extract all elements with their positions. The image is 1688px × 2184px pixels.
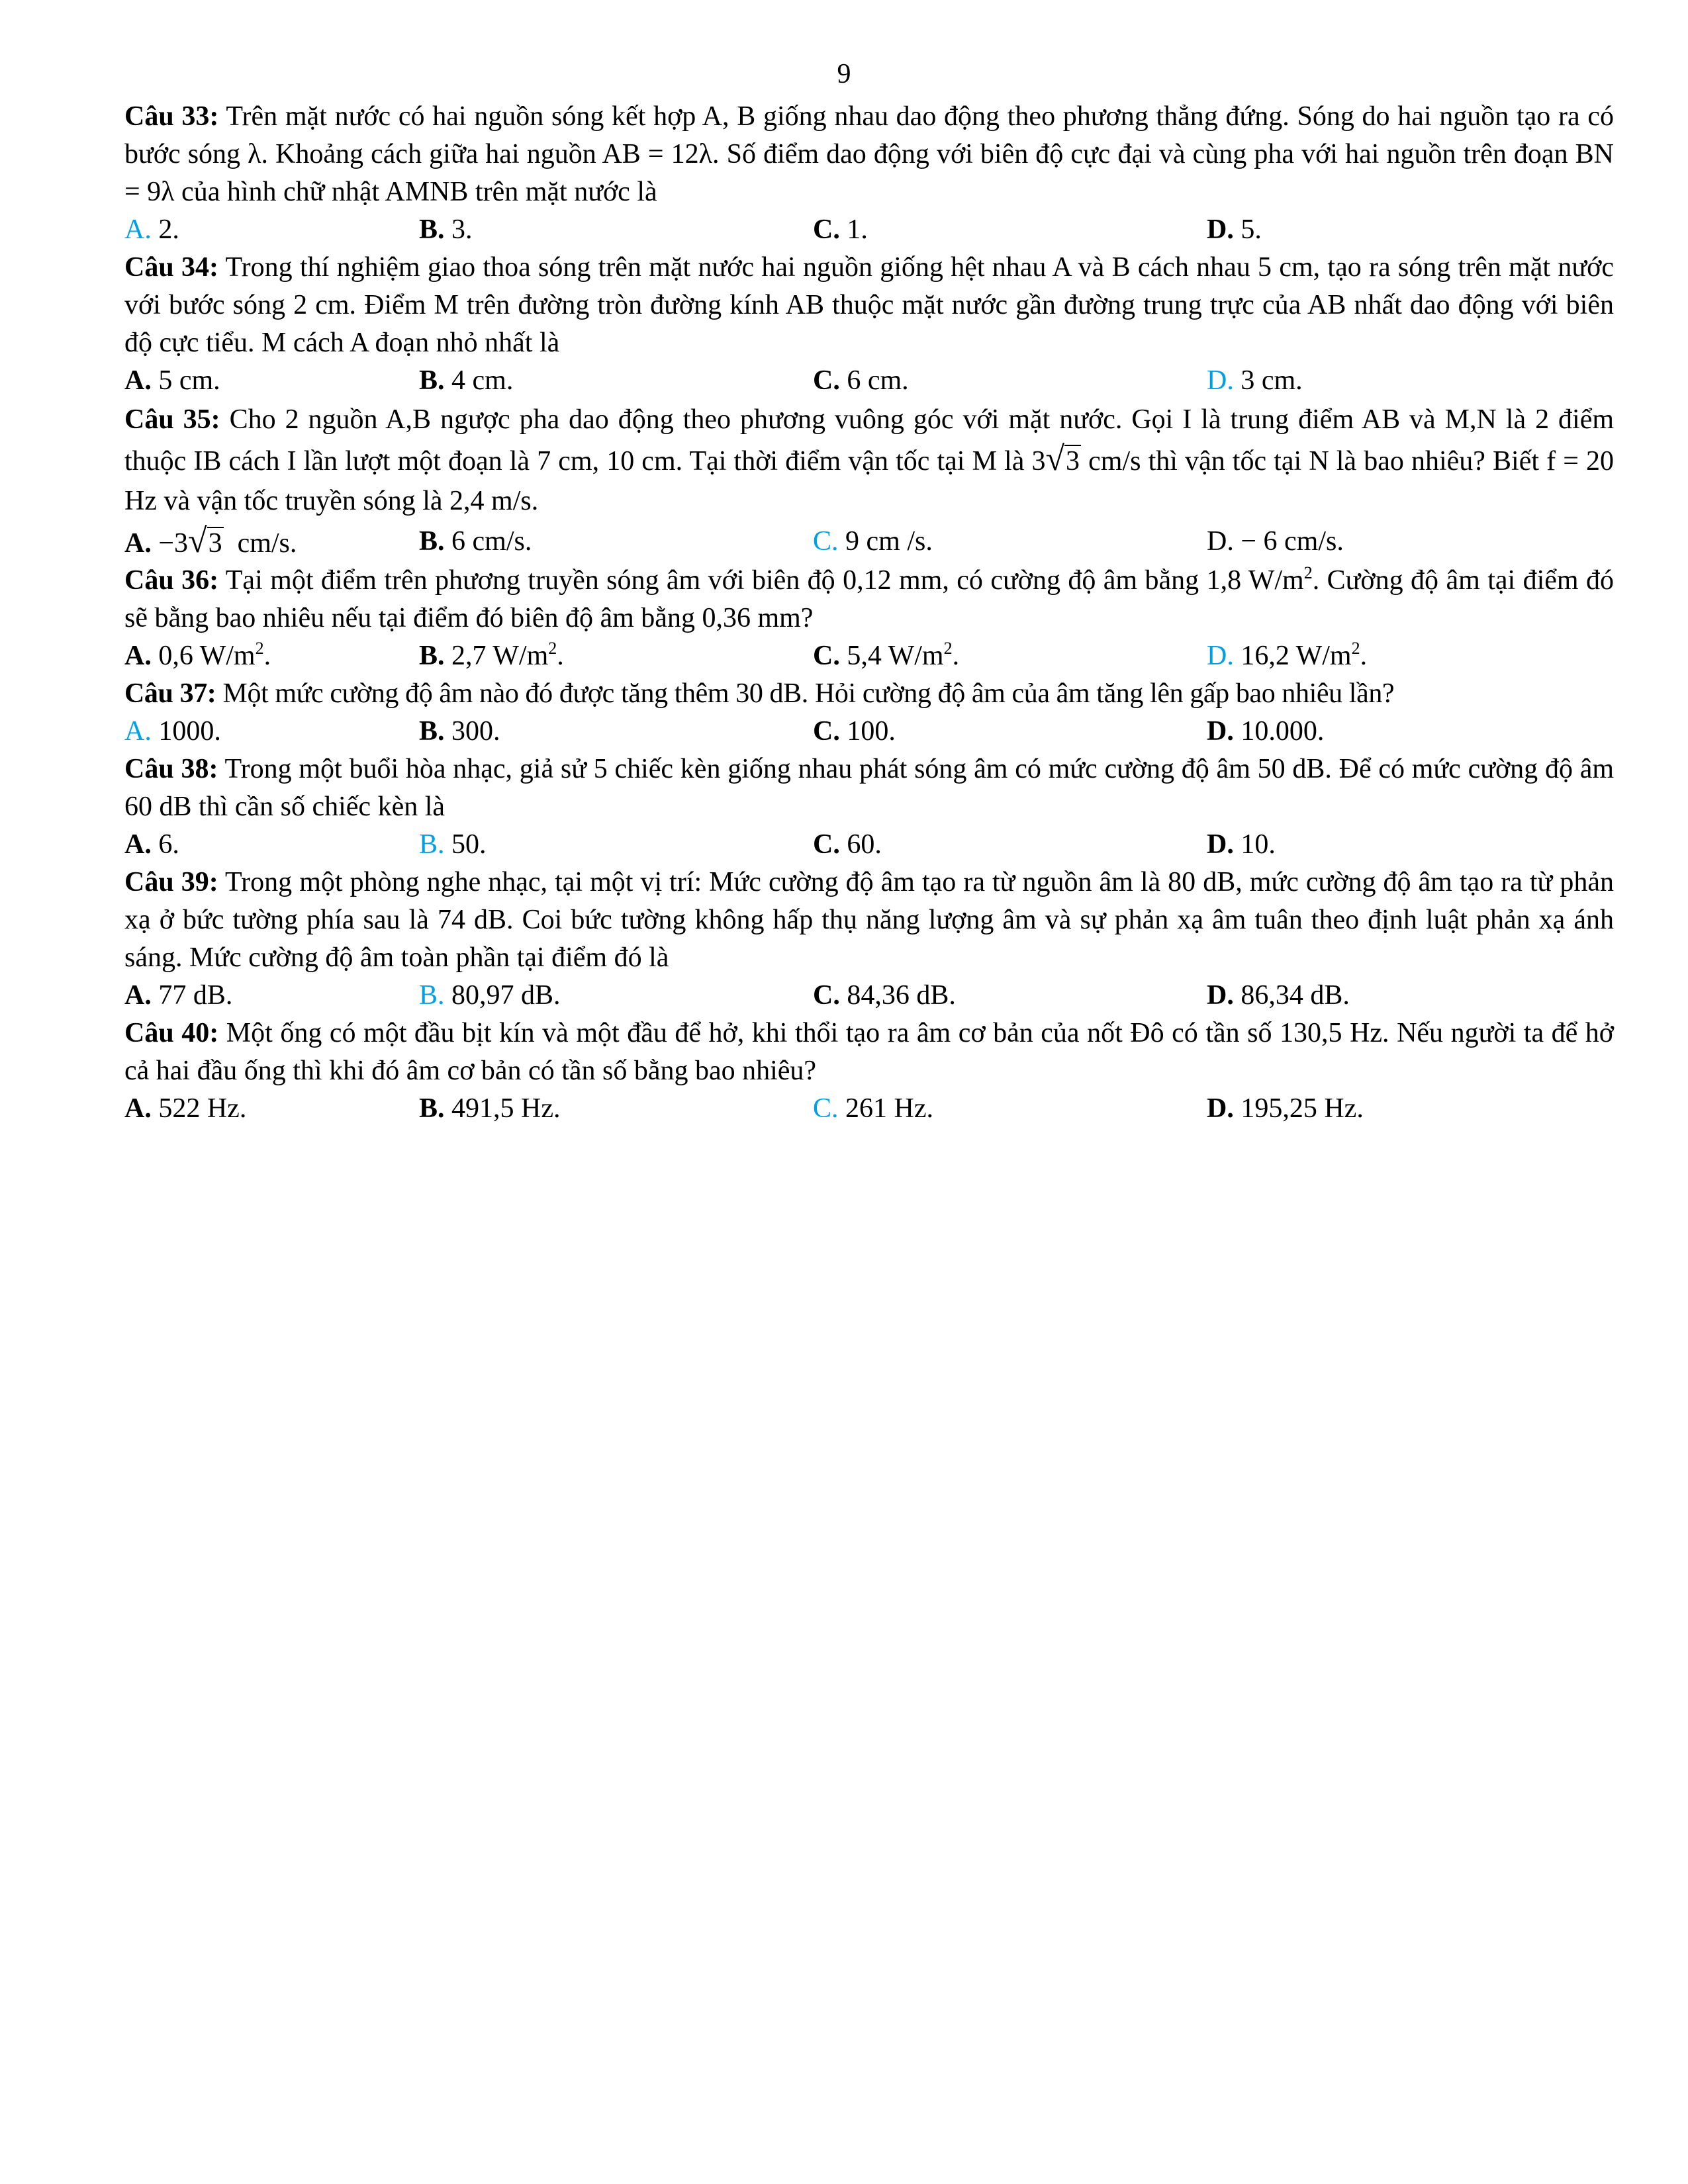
question-39	[124, 864, 1614, 1015]
option-d[interactable]: D. 86,34 dB.	[1207, 980, 1350, 1011]
option-a[interactable]: A. 5 cm.	[124, 365, 220, 396]
option-a[interactable]: A. 6.	[124, 829, 179, 860]
square-root: √3	[1045, 440, 1080, 478]
option-c[interactable]: C. 6 cm.	[813, 365, 909, 396]
question-text: Câu 40: Một ống có một đầu bịt kín và một đầu để hở, khi thổi tạo ra âm cơ bản của nốt Đô có tần số 130,5 Hz. Nếu người ta để hở cả hai đầu ống thì khi đó âm cơ bản có tần số bằng bao nhiêu?	[124, 1018, 1615, 1086]
answer-options	[124, 362, 1614, 400]
question-36	[124, 562, 1614, 675]
option-b[interactable]: B. 4 cm.	[419, 365, 514, 396]
question-text: Câu 33: Trên mặt nước có hai nguồn sóng kết hợp A, B giống nhau dao động theo phương thẳng đứng. Sóng do hai nguồn tạo ra có bước sóng λ. Khoảng cách giữa hai nguồn AB = 12λ. Số điểm dao động với biên độ cực đại và cùng pha với hai nguồn trên đoạn BN = 9λ của hình chữ nhật AMNB trên mặt nước là	[124, 101, 1614, 207]
option-d[interactable]: D. 10.000.	[1207, 716, 1325, 747]
option-d[interactable]: D. 5.	[1207, 214, 1262, 245]
question-35	[124, 400, 1614, 562]
answer-options	[124, 713, 1614, 751]
answer-options	[124, 826, 1614, 864]
option-b[interactable]: B. 6 cm/s.	[419, 526, 532, 557]
question-label: Câu 36:	[124, 565, 219, 596]
option-a[interactable]: A. 1000.	[124, 716, 221, 747]
question-34	[124, 249, 1614, 400]
option-d[interactable]: D. 10.	[1207, 829, 1276, 860]
answer-options	[124, 521, 1614, 562]
option-a[interactable]: A. 522 Hz.	[124, 1093, 247, 1124]
option-c[interactable]: C. 261 Hz.	[813, 1093, 933, 1124]
option-c[interactable]: C. 1.	[813, 214, 868, 245]
question-label: Câu 33:	[124, 101, 219, 132]
page-number: 9	[837, 59, 851, 89]
square-root: √3	[188, 522, 222, 560]
option-a[interactable]: A. 0,6 $W/m^2$.	[124, 639, 271, 671]
option-b[interactable]: B. 491,5 Hz.	[419, 1093, 561, 1124]
question-label: Câu 37:	[124, 678, 216, 709]
option-d[interactable]: D. − 6 cm/s.	[1207, 526, 1344, 557]
question-label: Câu 34:	[124, 252, 218, 283]
option-c[interactable]: C. 9 cm /s.	[813, 526, 933, 557]
question-text: Câu 38: Trong một buổi hòa nhạc, giả sử 5 chiếc kèn giống nhau phát sóng âm có mức cường độ âm 50 dB. Để có mức cường độ âm 60 dB thì cần số chiếc kèn là	[124, 754, 1614, 822]
question-38	[124, 751, 1614, 864]
question-text: Câu 37: Một mức cường độ âm nào đó được tăng thêm 30 dB. Hỏi cường độ âm của âm tăng lên gấp bao nhiêu lần?	[124, 678, 1395, 709]
question-33	[124, 98, 1614, 249]
option-b[interactable]: B. 300.	[419, 716, 500, 747]
question-list	[124, 98, 1614, 1128]
question-text: Câu 39: Trong một phòng nghe nhạc, tại một vị trí: Mức cường độ âm tạo ra từ nguồn âm là 80 dB, mức cường độ âm tạo ra từ phản xạ ở bức tường phía sau là 74 dB. Coi bức tường không hấp thụ năng lượng âm và sự phản xạ âm tuân theo định luật phản xạ ánh sáng. Mức cường độ âm toàn phần tại điểm đó là	[124, 867, 1614, 973]
question-label: Câu 38:	[124, 754, 218, 784]
option-d[interactable]: D. 3 cm.	[1207, 365, 1303, 396]
answer-options	[124, 211, 1614, 249]
option-a[interactable]: A. 2.	[124, 214, 179, 245]
question-40	[124, 1015, 1614, 1128]
answer-options	[124, 977, 1614, 1015]
option-c[interactable]: C. 60.	[813, 829, 882, 860]
option-a[interactable]: A. −3√3 cm/s.	[124, 522, 297, 560]
answer-options	[124, 637, 1614, 675]
option-d[interactable]: D. 195,25 Hz.	[1207, 1093, 1364, 1124]
question-text: Câu 36: Tại một điểm trên phương truyền sóng âm với biên độ 0,12 mm, có cường độ âm bằng 1,8 $W/m^2$. Cường độ âm tại điểm đó sẽ bằng bao nhiêu nếu tại điểm đó biên độ âm bằng 0,36 mm?	[124, 563, 1614, 633]
option-b[interactable]: B. 3.	[419, 214, 473, 245]
option-c[interactable]: C. 100.	[813, 716, 896, 747]
question-text: Câu 35: Cho 2 nguồn A,B ngược pha dao động theo phương vuông góc với mặt nước. Gọi I là trung điểm AB và M,N là 2 điểm thuộc IB cách I lần lượt một đoạn là 7 cm, 10 cm. Tại thời điểm vận tốc tại M là 3√3 cm/s thì vận tốc tại N là bao nhiêu? Biết f = 20 Hz và vận tốc truyền sóng là 2,4 m/s.	[124, 404, 1615, 516]
option-b[interactable]: B. 2,7 $W/m^2$.	[419, 639, 564, 671]
option-d[interactable]: D. 16,2 $W/m^2$.	[1207, 639, 1368, 671]
option-c[interactable]: C. 84,36 dB.	[813, 980, 956, 1011]
question-label: Câu 40:	[124, 1018, 219, 1048]
option-a[interactable]: A. 77 dB.	[124, 980, 233, 1011]
question-label: Câu 35:	[124, 404, 220, 435]
option-b[interactable]: B. 80,97 dB.	[419, 980, 561, 1011]
question-label: Câu 39:	[124, 867, 218, 897]
option-c[interactable]: C. 5,4 $W/m^2$.	[813, 639, 960, 671]
question-text: Câu 34: Trong thí nghiệm giao thoa sóng trên mặt nước hai nguồn giống hệt nhau A và B cách nhau 5 cm, tạo ra sóng trên mặt nước với bước sóng 2 cm. Điểm M trên đường tròn đường kính AB thuộc mặt nước gần đường trung trực của AB nhất dao động với biên độ cực tiểu. M cách A đoạn nhỏ nhất là	[124, 252, 1614, 358]
question-37	[124, 675, 1614, 751]
option-b[interactable]: B. 50.	[419, 829, 487, 860]
answer-options	[124, 1090, 1614, 1128]
